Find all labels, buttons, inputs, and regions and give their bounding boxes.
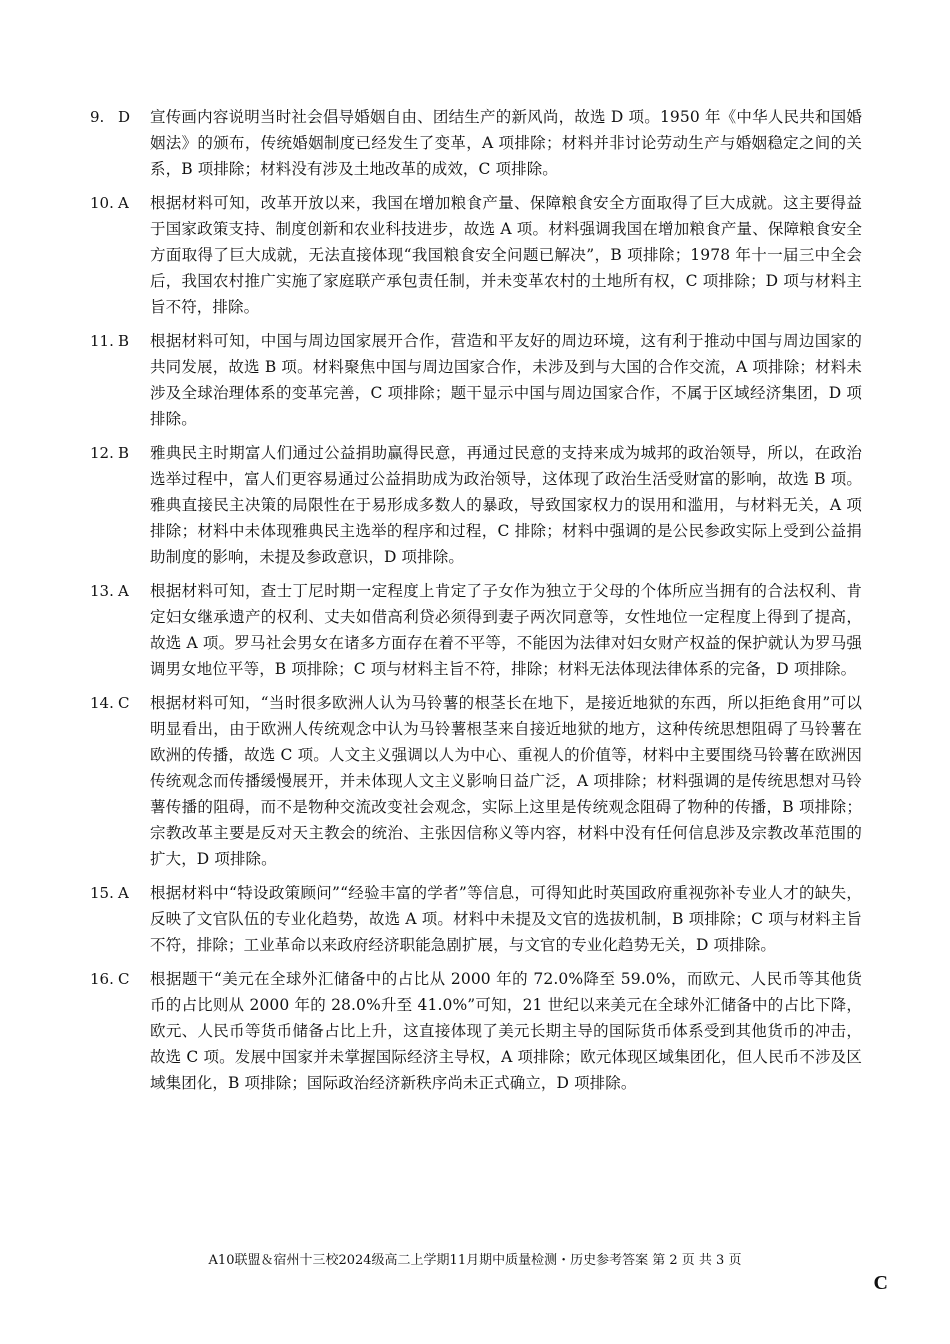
- answer-item-15: [90, 880, 862, 958]
- answer-item-10: [90, 190, 862, 320]
- answer-explanation: 雅典民主时期富人们通过公益捐助赢得民意，再通过民意的支持来成为城邦的政治领导，所以，在政治选举过程中，富人们更容易通过公益捐助成为政治领导，这体现了政治生活受财富的影响，故选 B 项。雅典直接民主决策的局限性在于易形成多数人的暴政，导致国家权力的误用和滥用，与材料无关，A 项排除；材料中未体现雅典民主选举的程序和过程，C 排除；材料中强调的是公民参政实际上受到公益捐助制度的影响，未提及参政意识，D 项排除。: [150, 444, 862, 566]
- question-number: 11.: [90, 332, 114, 350]
- answer-explanation: 根据材料可知，“当时很多欧洲人认为马铃薯的根茎长在地下，是接近地狱的东西，所以拒绝食用”可以明显看出，由于欧洲人传统观念中认为马铃薯根茎来自接近地狱的地方，这种传统思想阻碍了马铃薯在欧洲的传播，故选 C 项。人文主义强调以人为中心、重视人的价值等，材料中主要围绕马铃薯在欧洲因传统观念而传播缓慢展开，并未体现人文主义影响日益广泛，A 项排除；材料强调的是传统思想对马铃薯传播的阻碍，而不是物种交流改变社会观念，实际上这里是传统观念阻碍了物种的传播，B 项排除；宗教改革主要是反对天主教会的统治、主张因信称义等内容，材料中没有任何信息涉及宗教改革范围的扩大，D 项排除。: [150, 694, 862, 868]
- question-number: 9.: [90, 108, 105, 126]
- answer-item-16: [90, 966, 862, 1096]
- question-number: 16.: [90, 970, 114, 988]
- answer-item-12: [90, 440, 862, 570]
- question-number: 10.: [90, 194, 114, 212]
- answer-choice: C: [118, 694, 130, 712]
- answer-item-11: [90, 328, 862, 432]
- answer-explanation: 根据材料可知，中国与周边国家展开合作，营造和平友好的周边环境，这有利于推动中国与周边国家的共同发展，故选 B 项。材料聚焦中国与周边国家合作，未涉及到与大国的合作交流，A 项排除；材料未涉及全球治理体系的变革完善，C 项排除；题干显示中国与周边国家合作，不属于区域经济集团，D 项排除。: [150, 332, 862, 428]
- answer-item-13: [90, 578, 862, 682]
- answer-explanation: 根据题干“美元在全球外汇储备中的占比从 2000 年的 72.0%降至 59.0%，而欧元、人民币等其他货币的占比则从 2000 年的 28.0%升至 41.0%”可知，21 世纪以来美元在全球外汇储备中的占比下降，欧元、人民币等货币储备占比上升，这直接体现了美元长期主导的国际货币体系受到其他货币的冲击，故选 C 项。发展中国家并未掌握国际经济主导权，A 项排除；欧元体现区域集团化，但人民币不涉及区域集团化，B 项排除；国际政治经济新秩序尚未正式确立，D 项排除。: [150, 970, 862, 1092]
- question-number: 13.: [90, 582, 114, 600]
- answer-choice: A: [118, 884, 129, 902]
- answer-choice: B: [118, 332, 130, 350]
- answer-explanation: 根据材料中“特设政策顾问”“经验丰富的学者”等信息，可得知此时英国政府重视弥补专业人才的缺失，反映了文官队伍的专业化趋势，故选 A 项。材料中未提及文官的选拔机制，B 项排除；C 项与材料主旨不符，排除；工业革命以来政府经济职能急剧扩展，与文官的专业化趋势无关，D 项排除。: [150, 884, 862, 954]
- answer-list: [90, 104, 862, 1104]
- answer-explanation: 根据材料可知，查士丁尼时期一定程度上肯定了子女作为独立于父母的个体所应当拥有的合法权利、肯定妇女继承遗产的权利、丈夫如借高利贷必须得到妻子两次同意等，女性地位一定程度上得到了提高，故选 A 项。罗马社会男女在诸多方面存在着不平等，不能因为法律对妇女财产权益的保护就认为罗马强调男女地位平等，B 项排除；C 项与材料主旨不符，排除；材料无法体现法律体系的完备，D 项排除。: [150, 582, 862, 678]
- answer-item-14: [90, 690, 862, 872]
- answer-choice: A: [118, 582, 129, 600]
- answer-item-9: [90, 104, 862, 182]
- answer-choice: A: [118, 194, 129, 212]
- corner-mark: C: [873, 1272, 888, 1294]
- question-number: 15.: [90, 884, 114, 902]
- page-footer: A10联盟＆宿州十三校2024级高二上学期11月期中质量检测・历史参考答案 第 2 页 共 3 页: [208, 1253, 742, 1268]
- question-number: 14.: [90, 694, 114, 712]
- answer-choice: C: [118, 970, 130, 988]
- answer-choice: B: [118, 444, 130, 462]
- question-number: 12.: [90, 444, 114, 462]
- answer-choice: D: [118, 108, 131, 126]
- answer-explanation: 宣传画内容说明当时社会倡导婚姻自由、团结生产的新风尚，故选 D 项。1950 年《中华人民共和国婚姻法》的颁布，传统婚姻制度已经发生了变革，A 项排除；材料并非讨论劳动生产与婚姻稳定之间的关系，B 项排除；材料没有涉及土地改革的成效，C 项排除。: [150, 108, 862, 178]
- answer-explanation: 根据材料可知，改革开放以来，我国在增加粮食产量、保障粮食安全方面取得了巨大成就。这主要得益于国家政策支持、制度创新和农业科技进步，故选 A 项。材料强调我国在增加粮食产量、保障粮食安全方面取得了巨大成就，无法直接体现“我国粮食安全问题已解决”，B 项排除；1978 年十一届三中全会后，我国农村推广实施了家庭联产承包责任制，并未变革农村的土地所有权，C 项排除；D 项与材料主旨不符，排除。: [150, 194, 862, 316]
